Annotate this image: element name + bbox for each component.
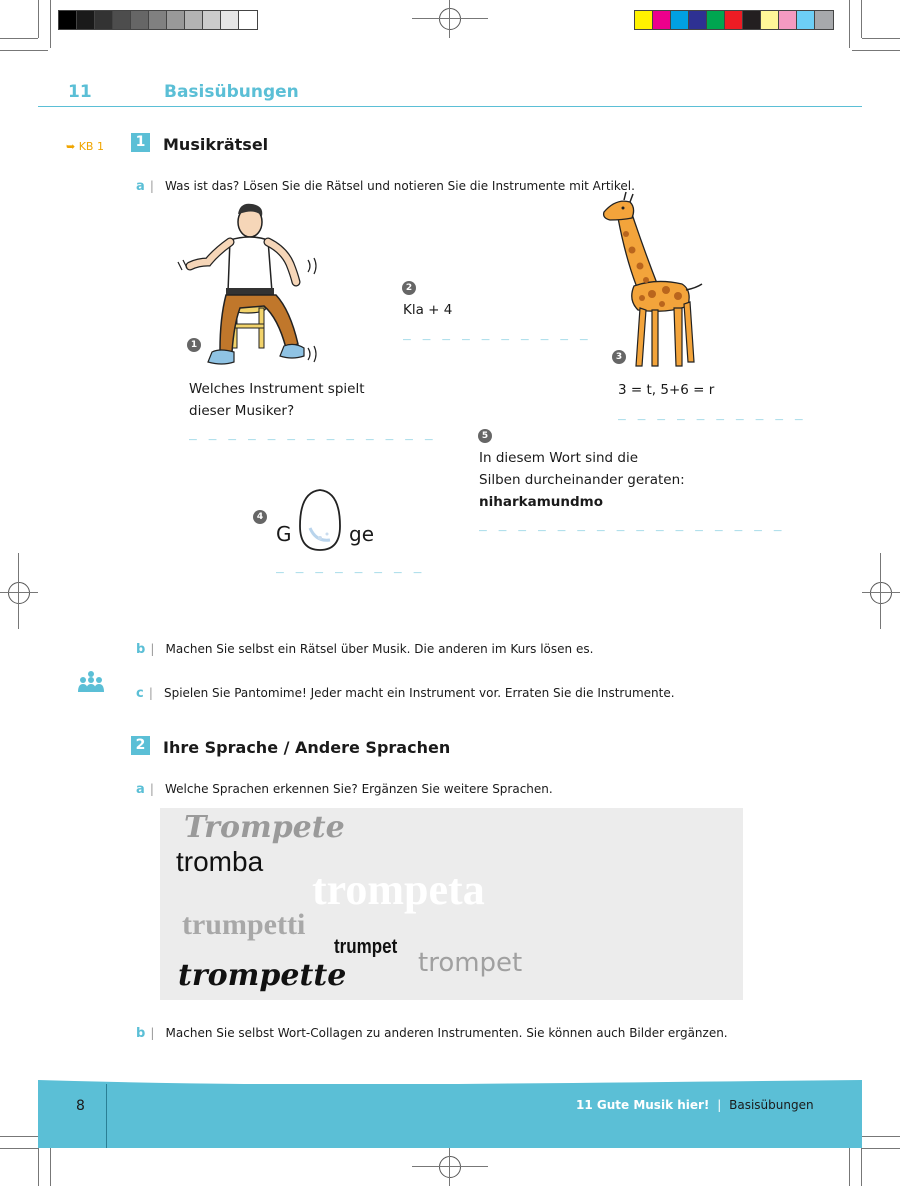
exercise-1a-letter: a (136, 179, 145, 194)
exercise-1b-text: Machen Sie selbst ein Rätsel über Musik. Die anderen im Kurs lösen es. (165, 642, 594, 656)
color-bars-swatch (635, 11, 653, 29)
unit-number: 11 (68, 82, 92, 102)
riddle-1-answer-blanks[interactable]: _ _ _ _ _ _ _ _ _ _ _ _ _ (189, 426, 435, 441)
collage-word-trumpet: trumpet (334, 936, 398, 958)
riddle-3-badge: 3 (612, 350, 626, 364)
gray-bars-swatch (221, 11, 239, 29)
exercise-2b-letter: b (136, 1026, 146, 1041)
collage-word-trompeta: trompeta (312, 865, 485, 914)
exercise-1-number: 1 (131, 133, 150, 152)
riddle-5-text (479, 447, 685, 513)
riddle-2-badge: 2 (402, 281, 416, 295)
exercise-1c-text: Spielen Sie Pantomime! Jeder macht ein Instrument vor. Erraten Sie die Instrumente. (163, 686, 675, 700)
gray-bars-swatch (149, 11, 167, 29)
footer-breadcrumb (576, 1098, 814, 1112)
footer-separator: | (717, 1098, 722, 1112)
riddle-1-line2: dieser Musiker? (189, 403, 295, 419)
riddle-4-badge: 4 (253, 510, 267, 524)
exercise-1a-text: Was ist das? Lösen Sie die Rätsel und notieren Sie die Instrumente mit Artikel. (165, 179, 635, 193)
gray-bars-swatch (203, 11, 221, 29)
collage-word-trompet: trompet (418, 948, 523, 978)
section-title: Basisübungen (164, 82, 299, 102)
riddle-1-badge: 1 (187, 338, 201, 352)
exercise-1-title: Musikrätsel (163, 135, 269, 154)
footer-divider (106, 1084, 107, 1148)
egg-icon (296, 488, 344, 552)
color-bars-swatch (689, 11, 707, 29)
riddle-5-line1: In diesem Wort sind die (479, 450, 639, 466)
color-calibration-bar (634, 10, 834, 30)
color-bars-swatch (671, 11, 689, 29)
footer-section: Basisübungen (729, 1098, 814, 1112)
color-bars-swatch (797, 11, 815, 29)
exercise-1c (136, 682, 675, 701)
word-collage (160, 808, 743, 1000)
riddle-5-line2: Silben durcheinander geraten: (479, 472, 685, 488)
exercise-2a (136, 778, 553, 797)
color-bars-swatch (761, 11, 779, 29)
header-rule (38, 106, 862, 107)
exercise-1c-bar: | (148, 686, 153, 700)
color-bars-swatch (725, 11, 743, 29)
color-bars-swatch (743, 11, 761, 29)
exercise-2a-letter: a (136, 782, 145, 797)
gray-bars-swatch (185, 11, 203, 29)
color-bars-swatch (707, 11, 725, 29)
riddle-1-line1: Welches Instrument spielt (189, 381, 365, 397)
riddle-5-scrambled-word: niharkamundmo (479, 494, 603, 510)
color-bars-swatch (815, 11, 833, 29)
exercise-2b-bar: | (150, 1026, 155, 1040)
page-footer (38, 1084, 862, 1148)
riddle-5-answer-blanks[interactable]: _ _ _ _ _ _ _ _ _ _ _ _ _ _ _ _ (479, 517, 784, 532)
exercise-1a (136, 175, 635, 194)
exercise-1c-letter: c (136, 686, 144, 701)
riddle-5-badge: 5 (478, 429, 492, 443)
riddle-2-answer-blanks[interactable]: _ _ _ _ _ _ _ _ _ _ (403, 326, 590, 341)
gray-bars-swatch (59, 11, 77, 29)
exercise-2a-bar: | (149, 782, 154, 796)
riddle-3-answer-blanks[interactable]: _ _ _ _ _ _ _ _ _ _ (618, 406, 805, 421)
color-bars-swatch (779, 11, 797, 29)
riddle-2-text: Kla + 4 (403, 302, 453, 318)
exercise-2a-text: Welche Sprachen erkennen Sie? Ergänzen Sie weitere Sprachen. (165, 782, 553, 796)
collage-word-trompete: Trompete (184, 810, 345, 845)
exercise-2-number: 2 (131, 736, 150, 755)
exercise-2b (136, 1022, 728, 1041)
exercise-1b (136, 638, 593, 657)
exercise-1a-bar: | (149, 179, 154, 193)
riddle-4-answer-blanks[interactable]: _ _ _ _ _ _ _ _ (276, 559, 424, 574)
kb-reference: ➥ KB 1 (66, 140, 104, 153)
gray-bars-swatch (167, 11, 185, 29)
collage-word-trumpetti: trumpetti (182, 908, 306, 941)
gray-calibration-bar (58, 10, 258, 30)
gray-bars-swatch (113, 11, 131, 29)
exercise-2b-text: Machen Sie selbst Wort-Collagen zu anderen Instrumenten. Sie können auch Bilder ergänzen. (165, 1026, 728, 1040)
riddle-3-text: 3 = t, 5+6 = r (618, 382, 715, 398)
exercise-1b-bar: | (150, 642, 155, 656)
riddle-1-text (189, 378, 365, 422)
gray-bars-swatch (131, 11, 149, 29)
collage-word-tromba: tromba (176, 846, 264, 877)
gray-bars-swatch (77, 11, 95, 29)
giraffe-illustration (596, 190, 712, 375)
group-icon (76, 670, 106, 694)
riddle-4-prefix: G (276, 522, 292, 546)
collage-word-trompette: trompette (178, 958, 347, 993)
color-bars-swatch (653, 11, 671, 29)
gray-bars-swatch (95, 11, 113, 29)
gray-bars-swatch (239, 11, 257, 29)
exercise-1b-letter: b (136, 642, 146, 657)
riddle-4-suffix: ge (349, 522, 374, 546)
exercise-2-title: Ihre Sprache / Andere Sprachen (163, 738, 451, 757)
page-number: 8 (76, 1098, 85, 1114)
footer-unit-label: 11 Gute Musik hier! (576, 1098, 710, 1112)
